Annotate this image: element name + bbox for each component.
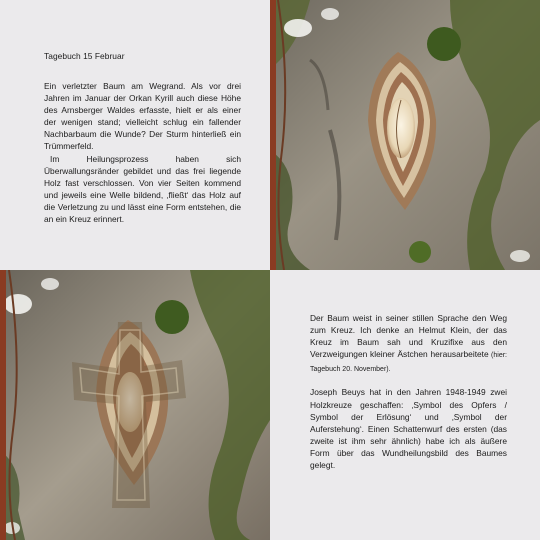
- paragraph-klein: [310, 312, 507, 376]
- tree-wound-photo: [270, 0, 540, 270]
- tree-wound-cross-photo: [0, 270, 270, 540]
- paragraph-klein-main: Der Baum weist in seiner stillen Sprache den Weg zum Kreuz. Ich denke an Helmut Klein, der das Kreuz im Baum sah und Kruzifixe aus den Verzweigungen kleiner Ästchen herausarbeitete: [310, 313, 507, 360]
- reflection-body-text: [310, 312, 507, 471]
- paragraph-beuys: Joseph Beuys hat in den Jahren 1948-1949 zwei Holzkreuze geschaffen: ‚Symbol des Opfers / Symbol der Erlösung‘ und ‚Symbol der Auferstehung‘. Einen Schattenwurf des ersten (das zweite ist ihm sehr ähnlich) habe ich als äußere Form über das Wundheilungsbild des Baumes gelegt.: [310, 387, 507, 471]
- diary-text-panel-bottom: [270, 270, 540, 540]
- diary-reference-note: (hier: Tagebuch 20. November).: [310, 352, 507, 374]
- diary-text-panel-top: [0, 0, 270, 270]
- diary-body-text: [44, 80, 241, 225]
- paragraph-storm: Ein verletzter Baum am Wegrand. Als vor drei Jahren im Januar der Orkan Kyrill auch diese Höhe des Arnsberger Waldes erfasste, hielt er als einer der wenigen stand; vielleicht schlug ein fallender Nachbarbaum die Wunde? Der Sturm hinterließ ein Trümmerfeld.: [44, 81, 241, 152]
- date-heading: Tagebuch 15 Februar: [44, 51, 125, 61]
- paragraph-healing: Im Heilungsprozess haben sich Überwallungsränder gebildet und das frei liegende Holz fast verschlossen. Von vier Seiten kommend und jeweils eine Welle bildend, ‚fließt‘ das Holz auf die Verletzung zu und lässt eine Form entstehen, die an ein Kreuz erinnert.: [44, 153, 241, 225]
